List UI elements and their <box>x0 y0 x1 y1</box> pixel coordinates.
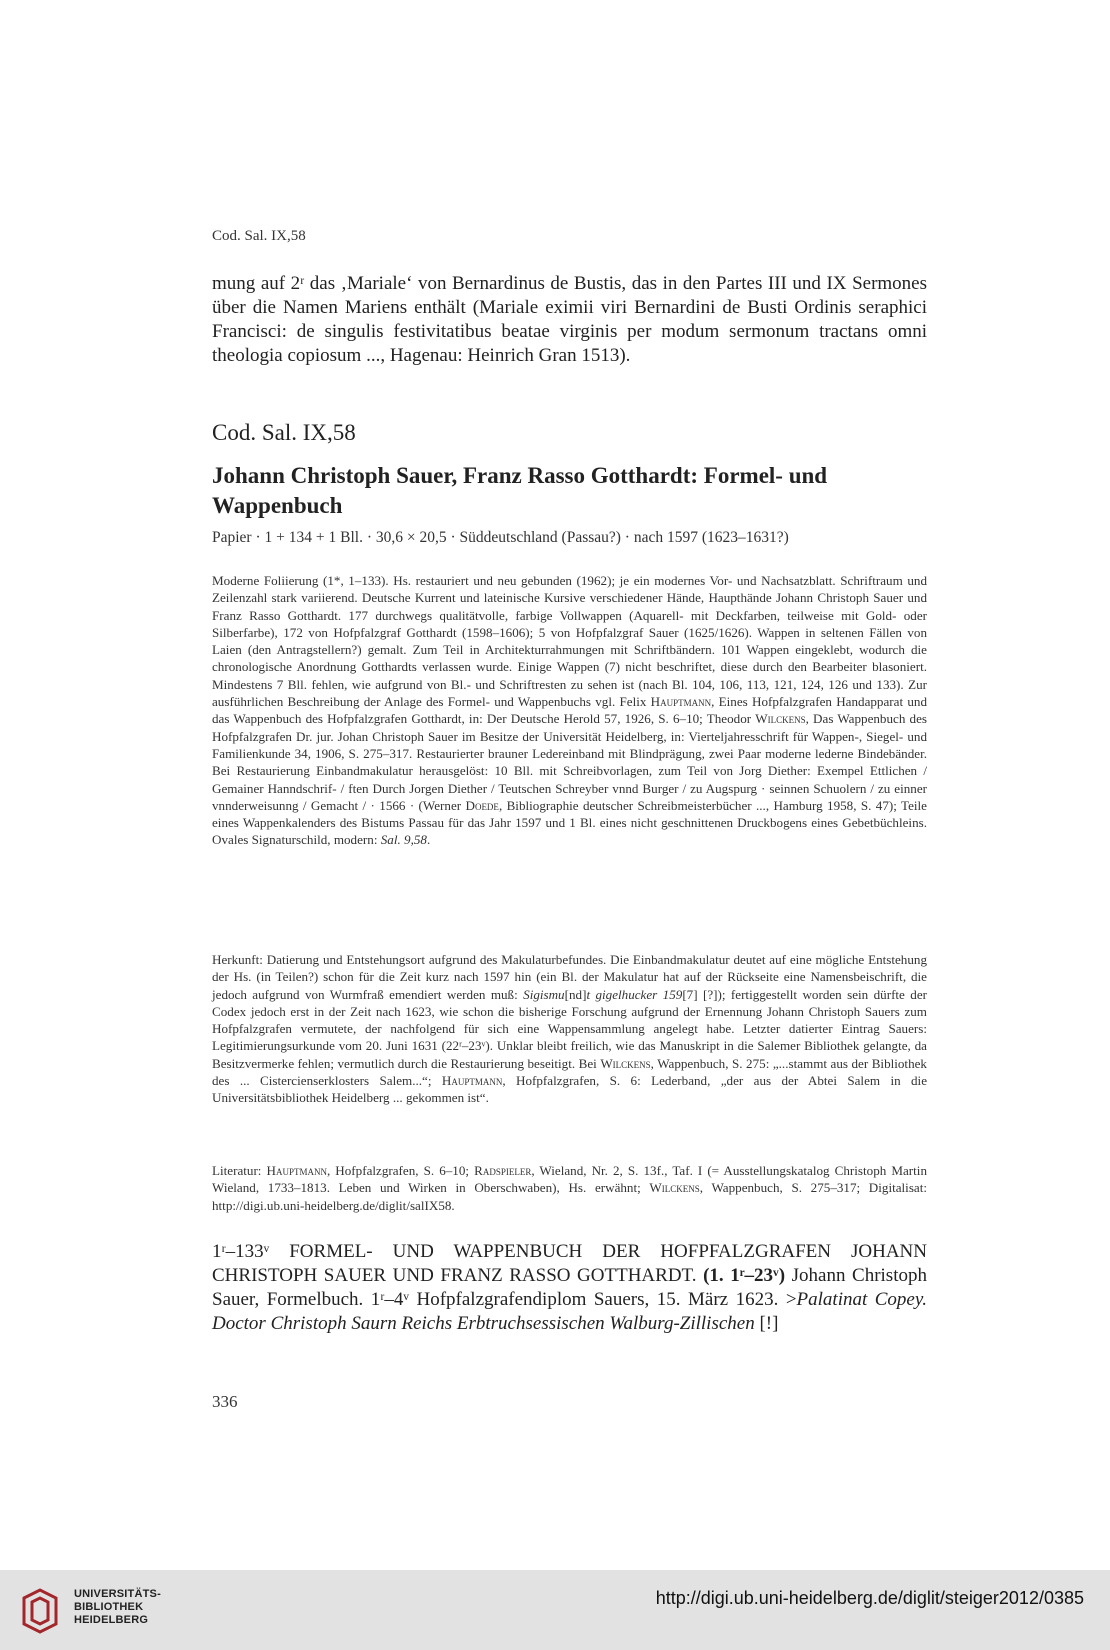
literature-text: Literatur: <box>212 1163 267 1178</box>
page-number: 336 <box>212 1392 238 1411</box>
author-name: Radspieler <box>474 1163 532 1178</box>
literature-paragraph <box>212 1162 927 1214</box>
contents-italic: Palatinat Copey. Doctor Christoph Saurn Reichs Erbtruchsessischen Walburg-Zillischen <box>212 1289 927 1334</box>
author-name: Hauptmann <box>441 1073 503 1089</box>
description-text: , Bibliographie deutscher Schreibmeisterbücher ..., Hamburg 1958, S. 47); Teile eines Wappenkalenders des Bistums Passau für das Jahr 1597 und 1 Bl. eines nicht geschnittenen Druckbogens eines Gebetbüchleins. Ovales Signaturschild, modern: <box>212 797 927 848</box>
logo-line: HEIDELBERG <box>74 1614 149 1626</box>
running-head: Cod. Sal. IX,58 <box>212 228 306 244</box>
provenance-text: Herkunft: Datierung und Entstehungsort aufgrund des Makulaturbefundes. Die Einbandmakulatur deutet auf eine mögliche Entstehung der Hs. (in Teilen?) schon für die Zeit kurz nach 1597 hin (ein Bl. der Makulatur hat auf der Rückseite eine Namensbeischrift, die jedoch aufgrund von Wurmfraß emendiert werden muß: <box>212 952 927 1002</box>
library-logo-text <box>74 1588 161 1627</box>
author-name: Wilckens <box>600 1055 651 1071</box>
author-name: Hauptmann <box>266 1163 327 1178</box>
entry-meta: Papier · 1 + 134 + 1 Bll. · 30,6 × 20,5 · Süddeutschland (Passau?) · nach 1597 (1623–1631?) <box>212 529 789 546</box>
contents-text: Johann Christoph Sauer, Formelbuch. 1ʳ–4ᵛ Hofpfalzgrafendiplom Sauers, 15. März 1623. > <box>212 1265 927 1310</box>
provenance-text: , Wappenbuch, S. 275: „...stammt aus der Bibliothek des ... Cistercienserklosters Salem...“; <box>212 1055 927 1089</box>
description-text: , Das Wappenbuch des Hofpfalzgrafen Dr. jur. Johan Christoph Sauer im Besitze der Universität Heidelberg, in: Vierteljahresschrift für Wappen-, Siegel- und Familienkunde 34, 1906, S. 275–317. Restaurierter brauner Ledereinband mit Blindprägung, zwei Paar moderne lederne Bindebänder. Bei Restaurierung Einbandmakulatur herausgelöst: 10 Bll. mit Schreibvorlagen, zum Teil von Jorg Diether: Exempel Ettlichen / Gemainer Hanndschrif- / ften Durch Jorgen Diether / Teutschen Schreyber vnnd Burger / zu Augspurg · seinnen Schuolern / zu einner vnnderweisunng / Gemacht / · 1566 · (Werner <box>212 711 927 813</box>
contents-bold: (1. 1ʳ–23ᵛ) <box>696 1265 786 1286</box>
logo-line: UNIVERSITÄTS- <box>74 1588 161 1600</box>
footer-bar <box>0 1570 1110 1650</box>
description-text: Moderne Foliierung (1*, 1–133). Hs. restauriert und neu gebunden (1962); je ein modernes Vor- und Nachsatzblatt. Schriftraum und Zeilenzahl stark variierend. Deutsche Kurrent und lateinische Kursive verschiedener Hände, Haupthände Johann Christoph Sauer und Franz Rasso Gotthardt. 177 durchwegs qualitätvolle, farbige Vollwappen (Aquarell- mit Deckfarben, teilweise mit Gold- oder Silberfarbe), 172 von Hofpfalzgraf Gotthardt (1598–1606); 5 von Hofpfalzgraf Sauer (1625/1626). Wappen in seltenen Fällen von Laien (den Antragstellern?) gemalt. Zum Teil in Architekturrahmungen mit Schriftbändern. 101 Wappen eingeklebt, wodurch die chronologische Anordnung Gotthardts verlassen wurde. Einige Wappen (7) nicht beschriftet, diese durch den Bearbeiter blasoniert. Mindestens 7 Bll. fehlen, wie aufgrund von Bl.- und Schriftresten zu sehen ist (nach Bl. 104, 106, 113, 121, 124, 126 und 133). Zur ausführlichen Beschreibung der Anlage des Formel- und Wappenbuchs vgl. Felix <box>212 573 927 710</box>
shelfmark-italic: Sal. 9,58 <box>380 832 427 848</box>
contents-heading: 1ʳ–133ᵛ FORMEL- UND WAPPENBUCH DER HOFPFALZGRAFEN JOHANN CHRISTOPH SAUER UND FRANZ RASSO GOTTHARDT. <box>212 1241 927 1286</box>
author-name: Wilckens <box>755 711 806 727</box>
library-logo-icon <box>18 1584 62 1634</box>
library-logo[interactable] <box>18 1584 178 1636</box>
author-name: Doede <box>465 797 499 813</box>
provenance-paragraph <box>212 951 927 1107</box>
literature-text: , Wappenbuch, S. 275–317; Digitalisat: http://digi.ub.uni-heidelberg.de/diglit/salIX58. <box>212 1180 927 1213</box>
inscription-italic: t gigelhucker 159 <box>586 986 683 1002</box>
author-name: Hauptmann <box>650 694 712 710</box>
inscription-bracket: [nd] <box>564 986 587 1002</box>
description-text: . <box>426 832 431 848</box>
intro-paragraph: mung auf 2ʳ das ‚Mariale‘ von Bernardinus de Bustis, das in den Partes III und IX Sermones über die Namen Mariens enthält (Mariale eximii viri Bernardini de Busti Ordinis seraphici Francisci: de singulis festivitatibus beatae virginis per modum sermonum tractans omni theologia copiosum ..., Hagenau: Heinrich Gran 1513). <box>212 273 927 366</box>
logo-line: BIBLIOTHEK <box>74 1601 144 1613</box>
description-text: , Eines Hofpfalzgrafen Handapparat und das Wappenbuch des Hofpfalzgrafen Gotthardt, in: Der Deutsche Herold 57, 1926, S. 6–10; Theodor <box>212 694 927 727</box>
literature-text: , Hofpfalzgrafen, S. 6–10; <box>326 1163 475 1178</box>
literature-text: , Wieland, Nr. 2, S. 13f., Taf. I (= Ausstellungskatalog Christoph Martin Wieland, 1733–1813. Leben und Wirken in Oberschwaben), Hs. erwähnt; <box>212 1163 927 1196</box>
digitization-url-link[interactable]: http://digi.ub.uni-heidelberg.de/diglit/steiger2012/0385 <box>655 1588 1084 1608</box>
provenance-text: [7] [?]); fertiggestellt worden sein dürfte der Codex jedoch erst in der Zeit nach 1623, wie schon die bisherige Forschung aufgrund der Ernennung Johann Christoph Sauers zum Hofpfalzgrafen vermutete, der nachfolgend für sich eine Wappensammlung angelegt habe. Letzter datierter Eintrag Sauers: Legitimierungsurkunde vom 20. Juni 1631 (22ʳ–23ᵛ). Unklar bleibt freilich, wie das Manuskript in die Salemer Bibliothek gelangte, da Besitzvermerke fehlen; vermutlich durch die Restaurierung beseitigt. Bei <box>212 986 927 1071</box>
contents-text: [!] <box>754 1313 779 1334</box>
entry-signature: Cod. Sal. IX,58 <box>212 420 356 445</box>
author-name: Wilckens <box>649 1180 700 1196</box>
description-paragraph <box>212 572 927 849</box>
contents-paragraph <box>212 1240 927 1336</box>
entry-title: Johann Christoph Sauer, Franz Rasso Gotthardt: Formel- und Wappenbuch <box>212 463 828 518</box>
inscription-italic: Sigismu <box>523 986 565 1002</box>
provenance-text: , Hofpfalzgrafen, S. 6: Lederband, „der aus der Abtei Salem in die Universitätsbibliothek Heidelberg ... gekommen ist“. <box>212 1073 927 1106</box>
